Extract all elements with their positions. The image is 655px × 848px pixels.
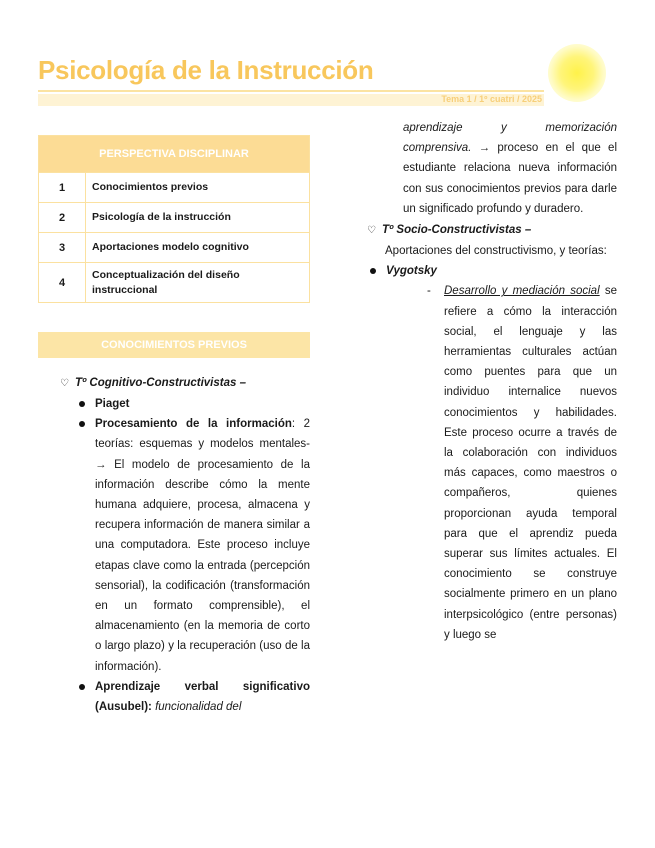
- table-row: [39, 233, 310, 263]
- row-text: Conocimientos previos: [86, 173, 310, 203]
- row-text: Aportaciones modelo cognitivo: [86, 233, 310, 263]
- list-item: [76, 414, 310, 677]
- title-underline: [38, 90, 544, 92]
- ausubel-continuation: [367, 118, 617, 219]
- heart-icon: ♡: [367, 225, 376, 237]
- cognitivo-heading-text: Tº Cognitivo-Constructivistas –: [75, 377, 246, 389]
- socio-text: Aportaciones del constructivismo, y teorías:: [385, 245, 607, 258]
- socio-heading-text: Tº Socio-Constructivistas –: [382, 224, 532, 237]
- row-number: 4: [39, 263, 86, 303]
- page-subtitle: Tema 1 / 1º cuatri / 2025: [441, 94, 542, 104]
- desarrollo-item: [367, 281, 617, 645]
- section-band: CONOCIMIENTOS PREVIOS: [38, 332, 310, 358]
- dash-marker: -: [427, 285, 431, 298]
- ausubel-continuation-text: → proceso en el que el estudiante relaciona nueva información con sus conocimientos previos para darle un significado profundo y duradero.: [403, 142, 617, 215]
- table-row: [39, 203, 310, 233]
- sun-decoration: [548, 44, 606, 102]
- ausubel-text: funcionalidad del: [155, 701, 242, 714]
- table-row: [39, 263, 310, 303]
- desarrollo-text: se refiere a cómo la interacción social, el lenguaje y las herramientas culturales actúan como puentes para que un individuo internalice nuevos conocimientos y habilidades. Este proceso ocurre a través de la colaboración con individuos más capaces, como maestros o compañeros, quienes proporcionan ayuda temporal para que el aprendiz pueda superar sus límites actuales. El conocimiento se construye socialmente primero en un plano interpsicológico (entre personas) y luego se: [444, 285, 618, 641]
- cognitivo-list: [60, 394, 310, 717]
- list-item: [76, 394, 310, 414]
- list-item: [76, 677, 310, 717]
- heart-icon: ♡: [60, 378, 69, 389]
- ausubel-italic: aprendizaje y memorización comprensiva.: [403, 122, 617, 155]
- left-column: [60, 373, 310, 717]
- row-text: Psicología de la instrucción: [86, 203, 310, 233]
- ausubel-label: Aprendizaje verbal significativo (Ausubel):: [95, 680, 310, 714]
- row-number: 3: [39, 233, 86, 263]
- perspectiva-table: [38, 135, 310, 303]
- perspectiva-heading: PERSPECTIVA DISCIPLINAR: [39, 136, 310, 173]
- table-row: [39, 173, 310, 203]
- procesamiento-text: : 2 teorías: esquemas y modelos mentales- → El modelo de procesamiento de la información describe cómo la mente humana adquiere, procesa, almacena y recupera información de manera similar a una computadora. Este proceso incluye etapas clave como la entrada (percepción sensorial), la codificación (transformación en un formato comprensible), el almacenamiento (en la memoria de corto o largo plazo) y la recuperación (uso de la información).: [95, 418, 310, 673]
- piaget-label: Piaget: [95, 398, 130, 410]
- vygotsky-label: Vygotsky: [367, 261, 617, 281]
- row-text: Conceptualización del diseño instruccional: [86, 263, 310, 303]
- cognitivo-heading: [60, 373, 310, 394]
- right-column: [367, 118, 617, 645]
- socio-heading: [367, 220, 617, 241]
- page-title: Psicología de la Instrucción: [38, 55, 374, 85]
- desarrollo-underlined: Desarrollo y mediación social: [444, 285, 600, 298]
- row-number: 1: [39, 173, 86, 203]
- row-number: 2: [39, 203, 86, 233]
- procesamiento-label: Procesamiento de la información: [95, 418, 292, 431]
